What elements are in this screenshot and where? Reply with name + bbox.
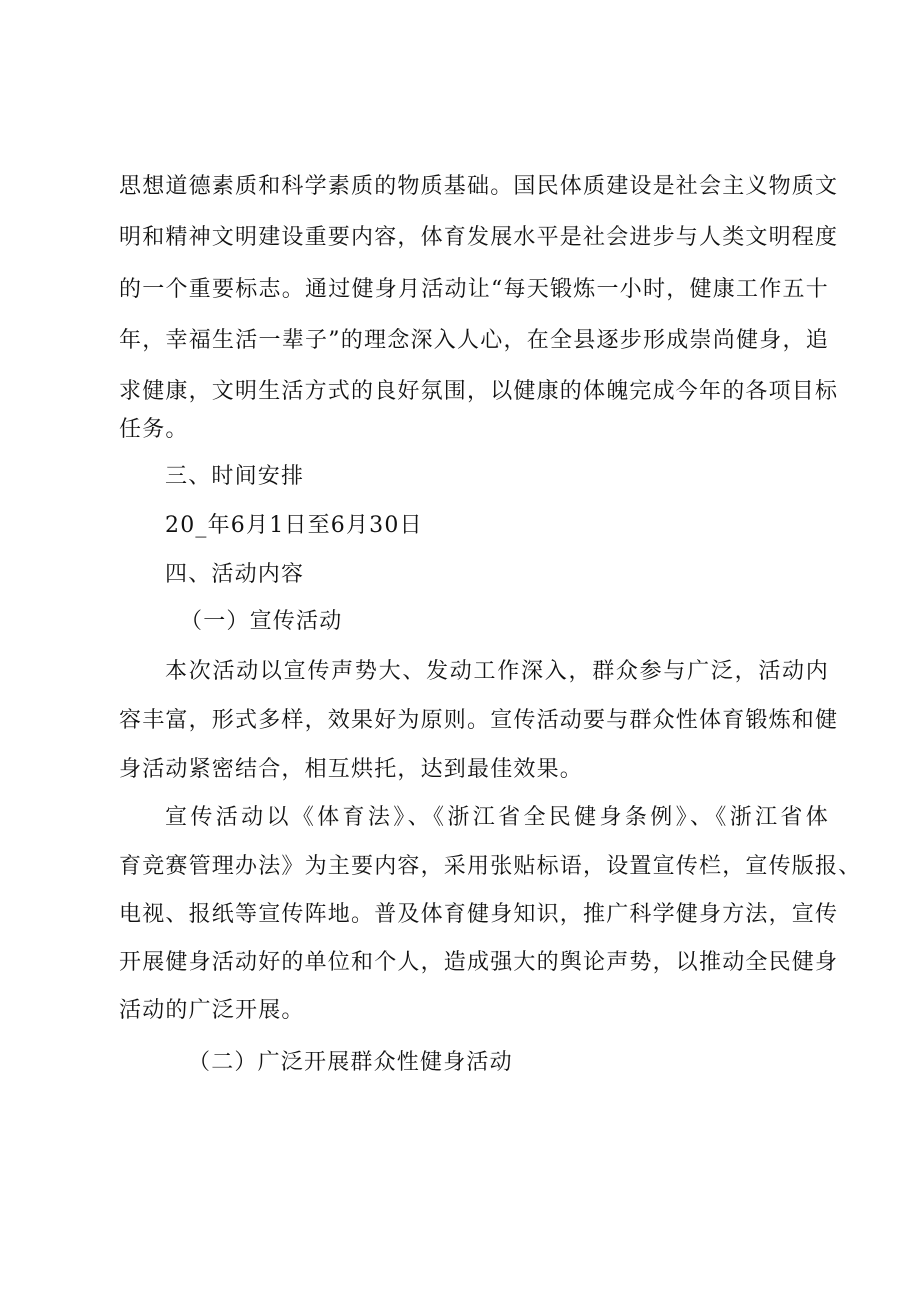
paragraph-3-line-1: 宣传活动以《体育法》、《浙江省全民健身条例》、《浙江省体: [165, 805, 829, 830]
paragraph-2-line-2: 容丰富，形式多样，效果好为原则。宣传活动要与群众性体育锻炼和健: [119, 708, 839, 733]
paragraph-3-line-3: 电视、报纸等宣传阵地。普及体育健身知识，推广科学健身方法，宣传: [119, 902, 839, 927]
paragraph-3-line-5: 活动的广泛开展。: [119, 998, 305, 1023]
subsection-2-heading: （二）广泛开展群众性健身活动: [188, 1050, 513, 1075]
paragraph-1-line-6: 任务。: [119, 417, 189, 442]
paragraph-1-line-4: 年，幸福生活一辈子”的理念深入人心，在全县逐步形成崇尚健身，追: [119, 328, 829, 353]
paragraph-3-line-4: 开展健身活动好的单位和个人，造成强大的舆论声势，以推动全民健身: [119, 950, 839, 975]
paragraph-1-line-1: 思想道德素质和科学素质的物质基础。国民体质建设是社会主义物质文: [119, 174, 839, 199]
paragraph-2-line-3: 身活动紧密结合，相互烘托，达到最佳效果。: [119, 757, 584, 782]
paragraph-1-line-2: 明和精神文明建设重要内容，体育发展水平是社会进步与人类文明程度: [119, 225, 839, 250]
paragraph-1-line-5: 求健康，文明生活方式的良好氛围，以健康的体魄完成今年的各项目标: [119, 379, 839, 404]
paragraph-2-line-1: 本次活动以宣传声势大、发动工作深入，群众参与广泛，活动内: [165, 659, 829, 684]
schedule-text: 20_年6月1日至6月30日: [165, 513, 423, 538]
subsection-1-heading: （一）宣传活动: [180, 609, 343, 634]
section-3-heading: 三、时间安排: [165, 464, 305, 489]
section-4-heading: 四、活动内容: [165, 562, 305, 587]
paragraph-1-line-3: 的一个重要标志。通过健身月活动让“每天锻炼一小时，健康工作五十: [119, 277, 829, 302]
paragraph-3-line-2: 育竞赛管理办法》为主要内容，采用张贴标语，设置宣传栏，宣传版报、: [119, 854, 862, 879]
